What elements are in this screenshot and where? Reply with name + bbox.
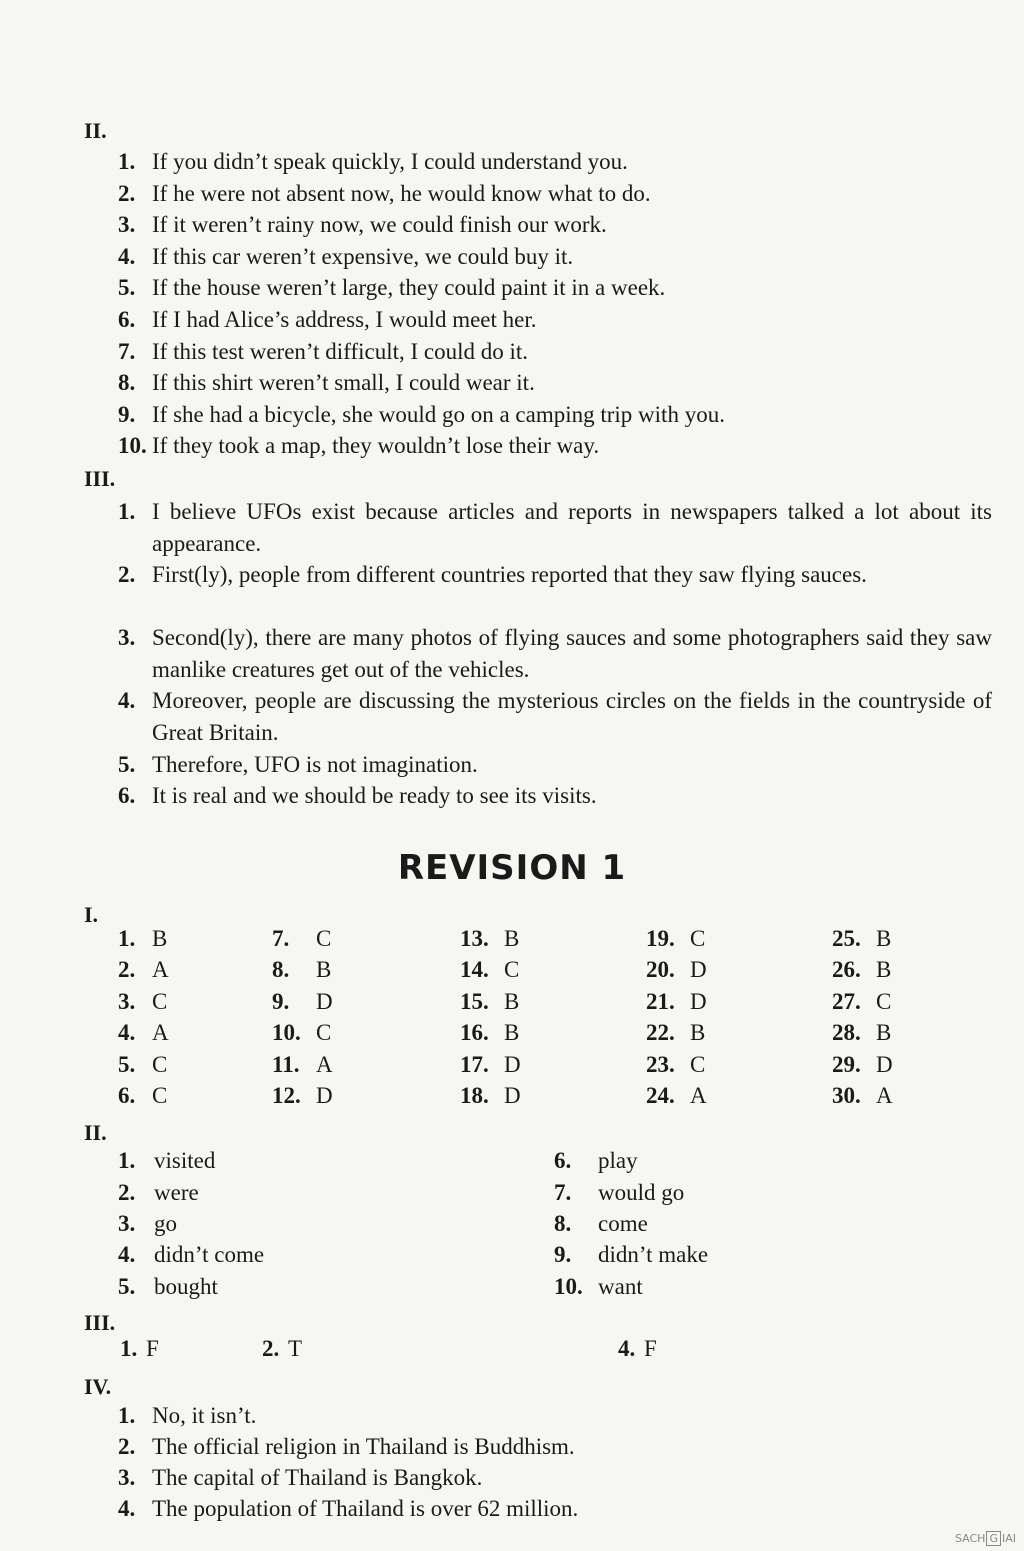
- item-answer: were: [154, 1180, 199, 1205]
- list-item: [118, 685, 992, 749]
- answer-item: [272, 1020, 331, 1046]
- list-item: [118, 749, 992, 781]
- item-number: 7.: [272, 926, 290, 951]
- answer-item: [262, 1336, 302, 1362]
- answer-item: [118, 1083, 167, 1109]
- answer-item: [646, 1020, 705, 1046]
- item-number: 10.: [554, 1274, 583, 1299]
- item-text: If this car weren’t expensive, we could buy it.: [152, 244, 574, 269]
- item-text: It is real and we should be ready to see its visits.: [152, 783, 597, 808]
- item-number: 4.: [118, 244, 136, 269]
- answer-item: [118, 957, 169, 983]
- section-heading-rev1: I.: [84, 902, 99, 927]
- item-number: 10.: [118, 433, 147, 458]
- item-number: 11.: [272, 1052, 300, 1077]
- answer-item: [272, 926, 331, 952]
- item-number: 23.: [646, 1052, 675, 1077]
- item-answer: C: [152, 1052, 168, 1077]
- list-item: [118, 146, 628, 177]
- item-answer: D: [316, 1083, 333, 1108]
- item-number: 6.: [118, 1083, 136, 1108]
- answer-item: [460, 926, 519, 952]
- answer-item: [646, 926, 705, 952]
- item-answer: B: [876, 1020, 892, 1045]
- item-answer: C: [152, 1083, 168, 1108]
- answer-item: [554, 1274, 643, 1300]
- item-answer: D: [690, 957, 707, 982]
- answer-item: [832, 1020, 891, 1046]
- answer-item: [554, 1211, 648, 1237]
- item-answer: A: [690, 1083, 707, 1108]
- item-number: 8.: [118, 370, 136, 395]
- list-item: [118, 1431, 575, 1462]
- item-number: 8.: [554, 1211, 572, 1236]
- item-answer: A: [876, 1083, 893, 1108]
- item-number: 13.: [460, 926, 489, 951]
- answer-item: [460, 1052, 521, 1078]
- answer-item: [832, 989, 891, 1015]
- list-item: [118, 209, 607, 240]
- answer-item: [460, 957, 519, 983]
- item-answer: come: [598, 1211, 648, 1236]
- answer-item: [832, 1052, 893, 1078]
- list-item: [118, 780, 992, 812]
- item-answer: didn’t make: [598, 1242, 709, 1267]
- item-number: 16.: [460, 1020, 489, 1045]
- item-number: 6.: [118, 307, 136, 332]
- item-answer: C: [152, 989, 168, 1014]
- item-answer: B: [690, 1020, 706, 1045]
- item-answer: visited: [154, 1148, 216, 1173]
- answer-item: [646, 1052, 705, 1078]
- item-text: If this shirt weren’t small, I could wear it.: [152, 370, 535, 395]
- answer-item: [118, 926, 167, 952]
- item-answer: B: [876, 957, 892, 982]
- item-answer: A: [316, 1052, 333, 1077]
- list-item: [118, 1462, 482, 1493]
- item-number: 20.: [646, 957, 675, 982]
- item-answer: C: [504, 957, 520, 982]
- item-text: I believe UFOs exist because articles and reports in newspapers talked a lot about its appearance.: [152, 499, 992, 556]
- item-number: 14.: [460, 957, 489, 982]
- item-answer: B: [504, 926, 520, 951]
- item-number: 8.: [272, 957, 290, 982]
- section-heading-rev3: III.: [84, 1310, 116, 1335]
- item-number: 2.: [118, 957, 136, 982]
- item-number: 5.: [118, 752, 136, 777]
- item-text: No, it isn’t.: [152, 1403, 257, 1428]
- answer-item: [118, 1180, 199, 1206]
- item-number: 3.: [118, 989, 136, 1014]
- item-number: 15.: [460, 989, 489, 1014]
- item-number: 5.: [118, 1274, 136, 1299]
- list-item: [118, 1493, 578, 1524]
- item-number: 6.: [118, 783, 136, 808]
- item-text: Therefore, UFO is not imagination.: [152, 752, 478, 777]
- item-number: 1.: [118, 499, 136, 524]
- item-number: 26.: [832, 957, 861, 982]
- item-answer: B: [504, 989, 520, 1014]
- item-text: If he were not absent now, he would know what to do.: [152, 181, 651, 206]
- item-number: 2.: [118, 562, 136, 587]
- list-item: [118, 430, 599, 461]
- item-number: 1.: [118, 1403, 136, 1428]
- item-number: 6.: [554, 1148, 572, 1173]
- answer-item: [460, 1020, 519, 1046]
- item-answer: go: [154, 1211, 177, 1236]
- list-item: [118, 178, 651, 209]
- list-item: [118, 1400, 256, 1431]
- answer-item: [646, 1083, 707, 1109]
- item-answer: D: [504, 1083, 521, 1108]
- answer-item: [832, 926, 891, 952]
- answer-item: [272, 1083, 333, 1109]
- item-text: The population of Thailand is over 62 million.: [152, 1496, 579, 1521]
- item-answer: D: [504, 1052, 521, 1077]
- item-text: If the house weren’t large, they could paint it in a week.: [152, 275, 666, 300]
- answer-item: [272, 957, 331, 983]
- item-answer: D: [316, 989, 333, 1014]
- answer-item: [460, 1083, 521, 1109]
- answer-item: [832, 1083, 893, 1109]
- answer-item: [618, 1336, 657, 1362]
- item-number: 9.: [118, 402, 136, 427]
- item-answer: B: [316, 957, 332, 982]
- item-answer: B: [152, 926, 168, 951]
- item-answer: C: [690, 1052, 706, 1077]
- section-heading-rev4: IV.: [84, 1374, 112, 1399]
- answer-item: [118, 1020, 169, 1046]
- item-answer: D: [690, 989, 707, 1014]
- item-text: If they took a map, they wouldn’t lose their way.: [152, 433, 600, 458]
- answer-item: [554, 1148, 638, 1174]
- answer-item: [118, 1052, 167, 1078]
- answer-item: [118, 989, 167, 1015]
- item-text: First(ly), people from different countries reported that they saw flying sauces.: [152, 562, 867, 587]
- item-answer: T: [288, 1336, 303, 1361]
- item-number: 1.: [118, 149, 136, 174]
- section-heading-part2: II.: [84, 118, 107, 143]
- answer-item: [646, 989, 707, 1015]
- answer-item: [554, 1242, 708, 1268]
- answer-item: [554, 1180, 684, 1206]
- item-number: 7.: [554, 1180, 572, 1205]
- section-heading-rev2: II.: [84, 1120, 107, 1145]
- item-number: 2.: [262, 1336, 280, 1361]
- list-item: [118, 241, 573, 272]
- item-answer: B: [504, 1020, 520, 1045]
- item-number: 27.: [832, 989, 861, 1014]
- item-number: 1.: [118, 1148, 136, 1173]
- item-number: 7.: [118, 339, 136, 364]
- item-number: 19.: [646, 926, 675, 951]
- item-number: 9.: [554, 1242, 572, 1267]
- list-item: [118, 304, 537, 335]
- list-item: [118, 496, 992, 560]
- item-number: 1.: [120, 1336, 138, 1361]
- item-number: 12.: [272, 1083, 301, 1108]
- item-number: 2.: [118, 181, 136, 206]
- page-title: REVISION 1: [397, 848, 627, 888]
- item-answer: play: [598, 1148, 638, 1173]
- item-number: 4.: [618, 1336, 636, 1361]
- item-number: 25.: [832, 926, 861, 951]
- list-item: [118, 399, 725, 430]
- item-number: 30.: [832, 1083, 861, 1108]
- item-text: Second(ly), there are many photos of flying sauces and some photographers said they saw manlike creatures get out of the vehicles.: [152, 625, 992, 682]
- answer-item: [120, 1336, 159, 1362]
- item-answer: F: [644, 1336, 657, 1361]
- item-number: 10.: [272, 1020, 301, 1045]
- item-answer: C: [316, 1020, 332, 1045]
- item-text: If you didn’t speak quickly, I could understand you.: [152, 149, 628, 174]
- item-number: 4.: [118, 1496, 136, 1521]
- item-answer: A: [152, 1020, 169, 1045]
- item-number: 2.: [118, 1434, 136, 1459]
- item-answer: C: [316, 926, 332, 951]
- item-number: 28.: [832, 1020, 861, 1045]
- item-number: 3.: [118, 625, 136, 650]
- item-number: 3.: [118, 1211, 136, 1236]
- item-text: The official religion in Thailand is Buddhism.: [152, 1434, 575, 1459]
- answer-item: [118, 1274, 218, 1300]
- answer-item: [646, 957, 707, 983]
- item-answer: C: [690, 926, 706, 951]
- site-logo: SACH G IAI: [954, 1532, 1016, 1545]
- item-answer: D: [876, 1052, 893, 1077]
- item-answer: F: [146, 1336, 159, 1361]
- item-number: 4.: [118, 688, 136, 713]
- item-text: If she had a bicycle, she would go on a camping trip with you.: [152, 402, 725, 427]
- item-text: If this test weren’t difficult, I could do it.: [152, 339, 529, 364]
- list-item: [118, 336, 528, 367]
- answer-item: [118, 1242, 264, 1268]
- item-number: 22.: [646, 1020, 675, 1045]
- item-number: 1.: [118, 926, 136, 951]
- item-text: If it weren’t rainy now, we could finish our work.: [152, 212, 607, 237]
- item-answer: didn’t come: [154, 1242, 265, 1267]
- item-answer: A: [152, 957, 169, 982]
- item-answer: bought: [154, 1274, 218, 1299]
- section-heading-part3: III.: [84, 466, 116, 491]
- item-answer: B: [876, 926, 892, 951]
- item-number: 17.: [460, 1052, 489, 1077]
- item-answer: would go: [598, 1180, 685, 1205]
- answer-item: [272, 1052, 333, 1078]
- item-number: 4.: [118, 1020, 136, 1045]
- item-number: 9.: [272, 989, 290, 1014]
- item-text: The capital of Thailand is Bangkok.: [152, 1465, 483, 1490]
- answer-item: [272, 989, 333, 1015]
- item-number: 5.: [118, 275, 136, 300]
- answer-item: [460, 989, 519, 1015]
- item-number: 3.: [118, 1465, 136, 1490]
- item-text: If I had Alice’s address, I would meet her.: [152, 307, 537, 332]
- item-number: 24.: [646, 1083, 675, 1108]
- list-item: [118, 622, 992, 686]
- list-item: [118, 559, 992, 591]
- item-number: 18.: [460, 1083, 489, 1108]
- item-number: 4.: [118, 1242, 136, 1267]
- answer-item: [118, 1211, 177, 1237]
- list-item: [118, 272, 665, 303]
- item-number: 3.: [118, 212, 136, 237]
- item-number: 2.: [118, 1180, 136, 1205]
- item-text: Moreover, people are discussing the mysterious circles on the fields in the countryside of Great Britain.: [152, 688, 992, 745]
- item-answer: C: [876, 989, 892, 1014]
- item-number: 21.: [646, 989, 675, 1014]
- answer-item: [832, 957, 891, 983]
- list-item: [118, 367, 535, 398]
- item-number: 5.: [118, 1052, 136, 1077]
- item-number: 29.: [832, 1052, 861, 1077]
- answer-item: [118, 1148, 215, 1174]
- item-answer: want: [598, 1274, 643, 1299]
